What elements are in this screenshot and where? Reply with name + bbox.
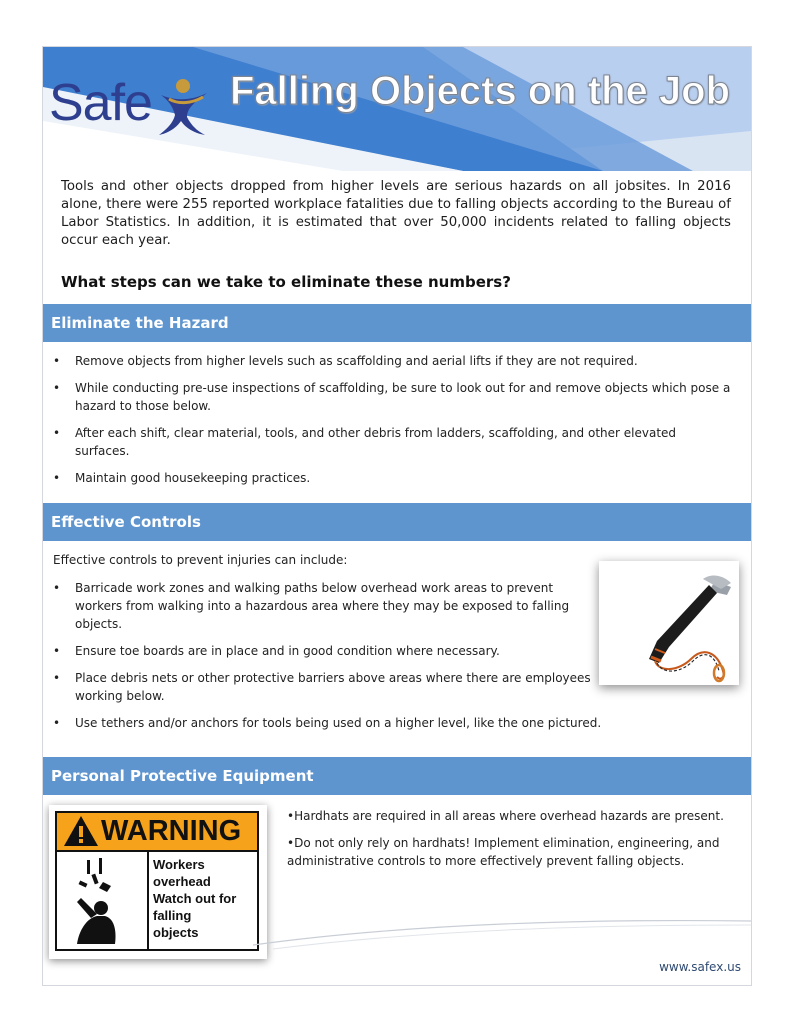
tethered-hammer-photo <box>599 561 739 685</box>
controls-intro: Effective controls to prevent injuries can include: <box>53 553 348 567</box>
warning-triangle-icon <box>61 813 101 849</box>
controls-list <box>43 579 602 741</box>
decorative-swoosh <box>253 915 751 955</box>
warning-sign-header <box>57 813 257 852</box>
section-heading-eliminate-hazard: Eliminate the Hazard <box>43 304 751 342</box>
tethered-hammer-icon <box>599 561 739 685</box>
intro-paragraph: Tools and other objects dropped from higher levels are serious hazards on all jobsites. In 2016 alone, there were 255 reported workplace fatalities due to falling objects according to the Bureau of Labor Statistics. In addition, it is estimated that over 50,000 incidents related to falling objects occur each year. <box>61 179 731 248</box>
list-item: • Remove objects from higher levels such as scaffolding and aerial lifts if they are not required. <box>43 352 733 370</box>
ppe-text <box>287 807 739 879</box>
page-title: Falling Objects on the Job <box>229 69 731 113</box>
hazard-list <box>43 352 733 496</box>
question-heading: What steps can we take to eliminate these numbers? <box>61 273 511 291</box>
logo-text: Safe <box>49 74 152 132</box>
list-item: • Ensure toe boards are in place and in good condition where necessary. <box>43 642 591 660</box>
warning-sign <box>49 805 267 959</box>
ppe-item: •Hardhats are required in all areas where overhead hazards are present. <box>287 809 724 823</box>
ppe-item: •Do not only rely on hardhats! Implement elimination, engineering, and administrative controls to more effectively prevent falling objects. <box>287 836 720 868</box>
warning-sign-text: Workers overhead Watch out for falling objects <box>153 857 237 940</box>
list-item: • Barricade work zones and walking paths below overhead work areas to prevent workers from walking into a hazardous area where they may be exposed to falling objects. <box>43 579 591 633</box>
logo-figure-icon <box>157 77 211 137</box>
section-heading-effective-controls: Effective Controls <box>43 503 751 541</box>
header <box>43 47 751 171</box>
warning-sign-divider <box>147 852 149 949</box>
falling-objects-icon <box>57 852 145 948</box>
warning-sign-frame <box>55 811 259 951</box>
list-item: • Place debris nets or other protective barriers above areas where there are employees working below. <box>43 669 591 705</box>
list-item: • While conducting pre-use inspections of scaffolding, be sure to look out for and remove objects which pose a hazard to those below. <box>43 379 733 415</box>
document-page <box>42 46 752 986</box>
safex-logo <box>49 73 219 133</box>
warning-word: WARNING <box>101 815 242 847</box>
list-item: • Maintain good housekeeping practices. <box>43 469 733 487</box>
list-item: • Use tethers and/or anchors for tools being used on a higher level, like the one pictured. <box>43 714 695 732</box>
footer-url[interactable]: www.safex.us <box>659 960 741 974</box>
list-item: • After each shift, clear material, tools, and other debris from ladders, scaffolding, and other elevated surfaces. <box>43 424 733 460</box>
section-heading-ppe: Personal Protective Equipment <box>43 757 751 795</box>
